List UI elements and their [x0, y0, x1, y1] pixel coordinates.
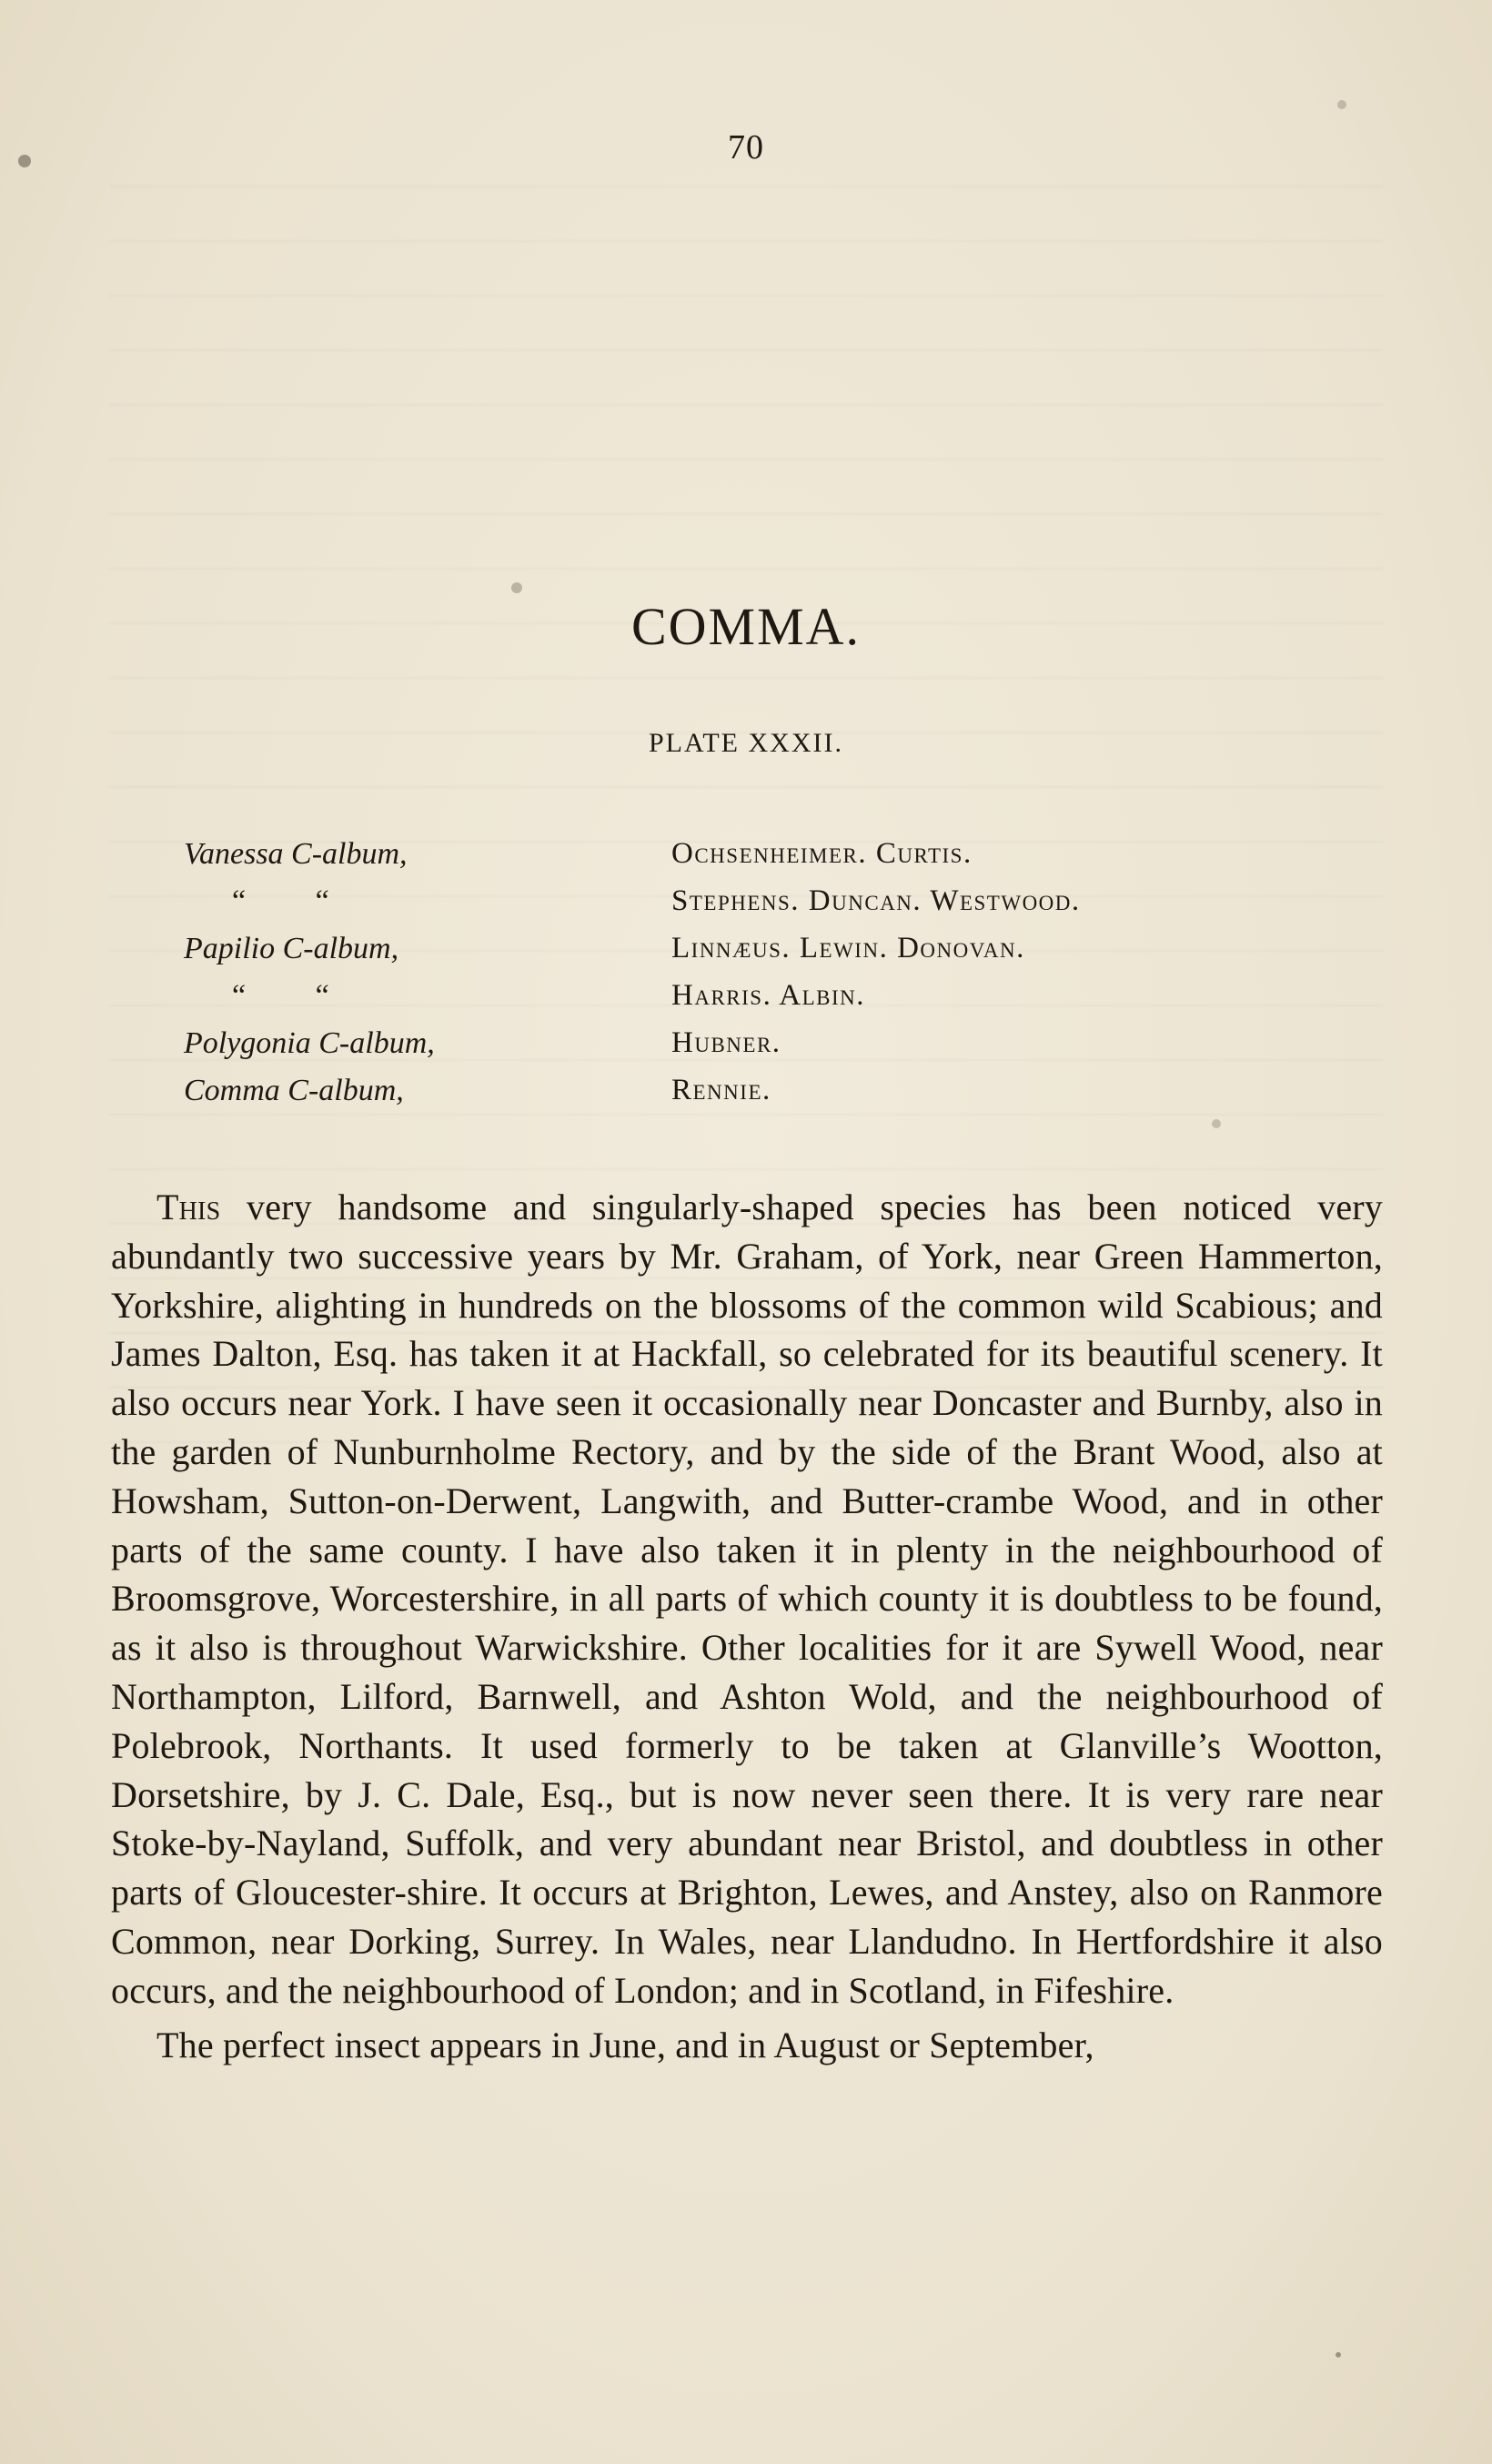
synonym-authors: Stephens. Duncan. Westwood.	[671, 884, 1081, 917]
page-number: 70	[728, 128, 764, 167]
synonym-authors: Hubner.	[671, 1026, 781, 1059]
body-text	[111, 1183, 1383, 2069]
synonym-authors: Rennie.	[671, 1074, 771, 1106]
ditto-marks: “ “	[232, 884, 329, 918]
synonym-row	[0, 837, 1492, 884]
paper-speck	[511, 582, 522, 593]
synonymy-list	[0, 837, 1492, 1121]
synonym-row	[0, 884, 1492, 932]
synonym-name: Vanessa C-album,	[184, 837, 408, 871]
paper-speck	[1336, 2352, 1341, 2358]
synonym-authors: Linnæus. Lewin. Donovan.	[671, 932, 1025, 964]
synonym-name: Comma C-album,	[184, 1074, 404, 1107]
lead-word: This	[156, 1187, 221, 1227]
synonym-name: Polygonia C-album,	[184, 1026, 435, 1060]
paper-speck	[1337, 100, 1346, 109]
paragraph-text: The perfect insect appears in June, and in August or September,	[156, 2024, 1094, 2065]
synonym-row	[0, 1074, 1492, 1121]
page-title: COMMA.	[630, 597, 862, 656]
paragraph-text: very handsome and singularly-shaped species has been noticed very abundantly two successive years by Mr. Graham, of York, near Green Hammerton, Yorkshire, alighting in hundreds on the blossoms of the common wild Scabious; and James Dalton, Esq. has taken it at Hackfall, so celebrated for its beautiful scenery. It also occurs near York. I have seen it occasionally near Doncaster and Burnby, also in the garden of Nunburnholme Rectory, and by the side of the Brant Wood, also at Howsham, Sutton-on-Derwent, Langwith, and Butter-crambe Wood, and in other parts of the same county. I have also taken it in plenty in the neighbourhood of Broomsgrove, Worcestershire, in all parts of which county it is doubtless to be found, as it also is throughout Warwickshire. Other localities for it are Sywell Wood, near Northampton, Lilford, Barnwell, and Ashton Wold, and the neighbourhood of Polebrook, Northants. It used formerly to be taken at Glanville’s Wootton, Dorsetshire, by J. C. Dale, Esq., but is now never seen there. It is very rare near Stoke-by-Nayland, Suffolk, and very abundant near Bristol, and doubtless in other parts of Gloucester-shire. It occurs at Brighton, Lewes, and Anstey, also on Ranmore Common, near Dorking, Surrey. In Wales, near Llandudno. In Hertfordshire it also occurs, and the neighbourhood of London; and in Scotland, in Fifeshire.	[111, 1187, 1383, 2011]
synonym-row	[0, 932, 1492, 979]
synonym-row	[0, 1026, 1492, 1074]
synonym-name: Papilio C-album,	[184, 932, 399, 965]
paragraph	[111, 2021, 1383, 2070]
synonym-authors: Ochsenheimer. Curtis.	[671, 837, 973, 870]
plate-label: PLATE XXXII.	[649, 728, 843, 758]
synonym-authors: Harris. Albin.	[671, 979, 865, 1012]
synonym-row	[0, 979, 1492, 1026]
ditto-marks: “ “	[232, 979, 329, 1013]
paragraph	[111, 1183, 1383, 2015]
